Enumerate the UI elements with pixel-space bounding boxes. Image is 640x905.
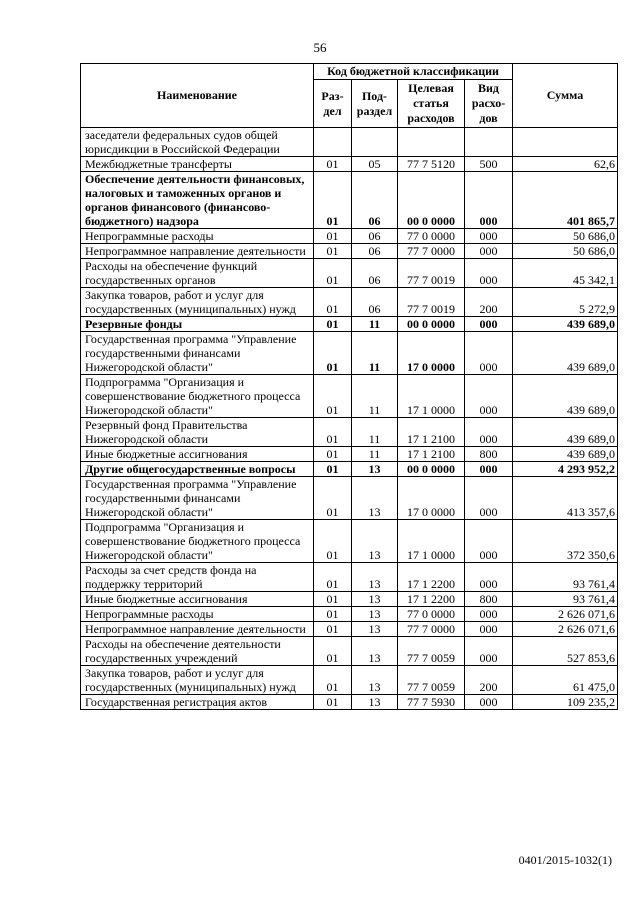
- row-sum: 439 689,0: [513, 375, 618, 418]
- row-section: 01: [314, 418, 352, 447]
- table-body: [81, 128, 618, 710]
- row-target: 77 7 0059: [398, 637, 465, 666]
- table-row: [81, 288, 618, 317]
- row-section: 01: [314, 462, 352, 477]
- row-target: 77 7 0019: [398, 259, 465, 288]
- row-target: 17 1 2100: [398, 418, 465, 447]
- row-subsection: 13: [352, 592, 398, 607]
- row-sum: 372 350,6: [513, 520, 618, 563]
- row-sum: 45 342,1: [513, 259, 618, 288]
- row-sum: 50 686,0: [513, 244, 618, 259]
- table-row: [81, 157, 618, 172]
- row-expense-type: 000: [465, 172, 513, 229]
- row-subsection: 13: [352, 563, 398, 592]
- table-row: [81, 607, 618, 622]
- row-sum: 93 761,4: [513, 592, 618, 607]
- row-sum: 93 761,4: [513, 563, 618, 592]
- row-subsection: 13: [352, 520, 398, 563]
- row-target: 77 7 0000: [398, 622, 465, 637]
- row-section: 01: [314, 477, 352, 520]
- header-code-group: Код бюджетной классификации: [314, 64, 513, 80]
- row-section: 01: [314, 229, 352, 244]
- row-subsection: [352, 128, 398, 157]
- row-name: Закупка товаров, работ и услуг для государственных (муниципальных) нужд: [81, 288, 314, 317]
- row-expense-type: 000: [465, 637, 513, 666]
- row-expense-type: 000: [465, 563, 513, 592]
- row-expense-type: 000: [465, 477, 513, 520]
- row-subsection: 05: [352, 157, 398, 172]
- row-section: 01: [314, 332, 352, 375]
- row-subsection: 11: [352, 317, 398, 332]
- row-target: 17 0 0000: [398, 332, 465, 375]
- budget-table: [80, 63, 618, 710]
- row-name: Непрограммные расходы: [81, 229, 314, 244]
- row-expense-type: 000: [465, 622, 513, 637]
- row-subsection: 06: [352, 229, 398, 244]
- row-name: Расходы за счет средств фонда на поддержку территорий: [81, 563, 314, 592]
- row-section: 01: [314, 563, 352, 592]
- table-row: [81, 666, 618, 695]
- row-expense-type: [465, 128, 513, 157]
- row-subsection: 11: [352, 332, 398, 375]
- row-subsection: 06: [352, 259, 398, 288]
- table-row: [81, 172, 618, 229]
- row-sum: 62,6: [513, 157, 618, 172]
- header-sum: Сумма: [513, 64, 618, 128]
- row-section: 01: [314, 695, 352, 710]
- row-subsection: 11: [352, 418, 398, 447]
- table-row: [81, 637, 618, 666]
- row-expense-type: 000: [465, 229, 513, 244]
- row-expense-type: 200: [465, 666, 513, 695]
- row-name: Подпрограмма "Организация и совершенствование бюджетного процесса Нижегородской области": [81, 375, 314, 418]
- row-name: Непрограммное направление деятельности: [81, 244, 314, 259]
- row-expense-type: 000: [465, 375, 513, 418]
- row-target: 77 7 5930: [398, 695, 465, 710]
- row-subsection: 06: [352, 172, 398, 229]
- row-target: 17 1 2200: [398, 563, 465, 592]
- table-header: [81, 64, 618, 128]
- row-name: Расходы на обеспечение деятельности государственных учреждений: [81, 637, 314, 666]
- row-expense-type: 000: [465, 695, 513, 710]
- row-sum: 2 626 071,6: [513, 622, 618, 637]
- row-name: Иные бюджетные ассигнования: [81, 447, 314, 462]
- row-sum: 413 357,6: [513, 477, 618, 520]
- row-target: 77 7 0000: [398, 244, 465, 259]
- row-section: 01: [314, 666, 352, 695]
- row-expense-type: 500: [465, 157, 513, 172]
- row-sum: 439 689,0: [513, 317, 618, 332]
- row-section: 01: [314, 317, 352, 332]
- row-section: 01: [314, 592, 352, 607]
- row-section: 01: [314, 375, 352, 418]
- row-name: Закупка товаров, работ и услуг для государственных (муниципальных) нужд: [81, 666, 314, 695]
- row-subsection: 13: [352, 607, 398, 622]
- row-target: 77 0 0000: [398, 229, 465, 244]
- row-subsection: 13: [352, 666, 398, 695]
- row-section: 01: [314, 288, 352, 317]
- table-row: [81, 462, 618, 477]
- row-section: 01: [314, 244, 352, 259]
- row-sum: 439 689,0: [513, 332, 618, 375]
- row-target: 17 1 2200: [398, 592, 465, 607]
- row-subsection: 13: [352, 477, 398, 520]
- row-name: Резервный фонд Правительства Нижегородской области: [81, 418, 314, 447]
- row-target: 77 7 0059: [398, 666, 465, 695]
- row-name: Государственная программа "Управление государственными финансами Нижегородской области": [81, 477, 314, 520]
- row-target: 00 0 0000: [398, 172, 465, 229]
- row-target: 17 0 0000: [398, 477, 465, 520]
- table-row: [81, 447, 618, 462]
- row-section: 01: [314, 157, 352, 172]
- table-row: [81, 259, 618, 288]
- row-sum: 2 626 071,6: [513, 607, 618, 622]
- row-name: Государственная регистрация актов: [81, 695, 314, 710]
- row-sum: 527 853,6: [513, 637, 618, 666]
- row-sum: 61 475,0: [513, 666, 618, 695]
- row-target: 77 7 5120: [398, 157, 465, 172]
- row-name: Другие общегосударственные вопросы: [81, 462, 314, 477]
- header-name: Наименование: [81, 64, 314, 128]
- table-row: [81, 128, 618, 157]
- row-section: 01: [314, 172, 352, 229]
- row-subsection: 06: [352, 288, 398, 317]
- row-sum: 109 235,2: [513, 695, 618, 710]
- table-row: [81, 563, 618, 592]
- table-row: [81, 695, 618, 710]
- row-target: 17 1 0000: [398, 520, 465, 563]
- row-expense-type: 000: [465, 332, 513, 375]
- table-row: [81, 375, 618, 418]
- row-target: [398, 128, 465, 157]
- row-sum: 401 865,7: [513, 172, 618, 229]
- table-row: [81, 622, 618, 637]
- row-sum: 439 689,0: [513, 447, 618, 462]
- row-target: 77 0 0000: [398, 607, 465, 622]
- row-subsection: 13: [352, 695, 398, 710]
- header-section: Раз- дел: [314, 80, 352, 128]
- header-expense-type: Вид расхо- дов: [465, 80, 513, 128]
- row-expense-type: 000: [465, 520, 513, 563]
- row-name: Государственная программа "Управление государственными финансами Нижегородской области": [81, 332, 314, 375]
- row-sum: 5 272,9: [513, 288, 618, 317]
- row-expense-type: 800: [465, 447, 513, 462]
- row-name: заседатели федеральных судов общей юрисдикции в Российской Федерации: [81, 128, 314, 157]
- row-subsection: 13: [352, 637, 398, 666]
- row-subsection: 11: [352, 375, 398, 418]
- row-name: Непрограммные расходы: [81, 607, 314, 622]
- row-expense-type: 000: [465, 607, 513, 622]
- table-row: [81, 418, 618, 447]
- row-sum: 50 686,0: [513, 229, 618, 244]
- row-section: [314, 128, 352, 157]
- table-row: [81, 592, 618, 607]
- table-row: [81, 520, 618, 563]
- row-expense-type: 000: [465, 259, 513, 288]
- row-expense-type: 800: [465, 592, 513, 607]
- row-sum: 439 689,0: [513, 418, 618, 447]
- page-number: 56: [313, 40, 327, 55]
- row-section: 01: [314, 447, 352, 462]
- table-row: [81, 477, 618, 520]
- row-subsection: 13: [352, 622, 398, 637]
- row-sum: 4 293 952,2: [513, 462, 618, 477]
- document-code: 0401/2015-1032(1): [518, 853, 612, 867]
- row-expense-type: 000: [465, 462, 513, 477]
- row-section: 01: [314, 607, 352, 622]
- header-subsection: Под- раздел: [352, 80, 398, 128]
- row-target: 00 0 0000: [398, 317, 465, 332]
- row-name: Подпрограмма "Организация и совершенствование бюджетного процесса Нижегородской области": [81, 520, 314, 563]
- table-row: [81, 317, 618, 332]
- row-expense-type: 000: [465, 244, 513, 259]
- row-section: 01: [314, 622, 352, 637]
- row-subsection: 11: [352, 447, 398, 462]
- row-sum: [513, 128, 618, 157]
- row-section: 01: [314, 259, 352, 288]
- row-expense-type: 000: [465, 317, 513, 332]
- table-row: [81, 229, 618, 244]
- row-name: Резервные фонды: [81, 317, 314, 332]
- row-target: 77 7 0019: [398, 288, 465, 317]
- row-subsection: 13: [352, 462, 398, 477]
- header-target: Целевая статья расходов: [398, 80, 465, 128]
- row-target: 17 1 0000: [398, 375, 465, 418]
- row-target: 17 1 2100: [398, 447, 465, 462]
- row-subsection: 06: [352, 244, 398, 259]
- row-expense-type: 000: [465, 418, 513, 447]
- row-name: Расходы на обеспечение функций государственных органов: [81, 259, 314, 288]
- row-name: Межбюджетные трансферты: [81, 157, 314, 172]
- table-row: [81, 244, 618, 259]
- row-section: 01: [314, 520, 352, 563]
- table-row: [81, 332, 618, 375]
- row-name: Иные бюджетные ассигнования: [81, 592, 314, 607]
- row-target: 00 0 0000: [398, 462, 465, 477]
- row-name: Обеспечение деятельности финансовых, налоговых и таможенных органов и органов финансового (финансово-бюджетного) надзора: [81, 172, 314, 229]
- row-section: 01: [314, 637, 352, 666]
- row-expense-type: 200: [465, 288, 513, 317]
- row-name: Непрограммное направление деятельности: [81, 622, 314, 637]
